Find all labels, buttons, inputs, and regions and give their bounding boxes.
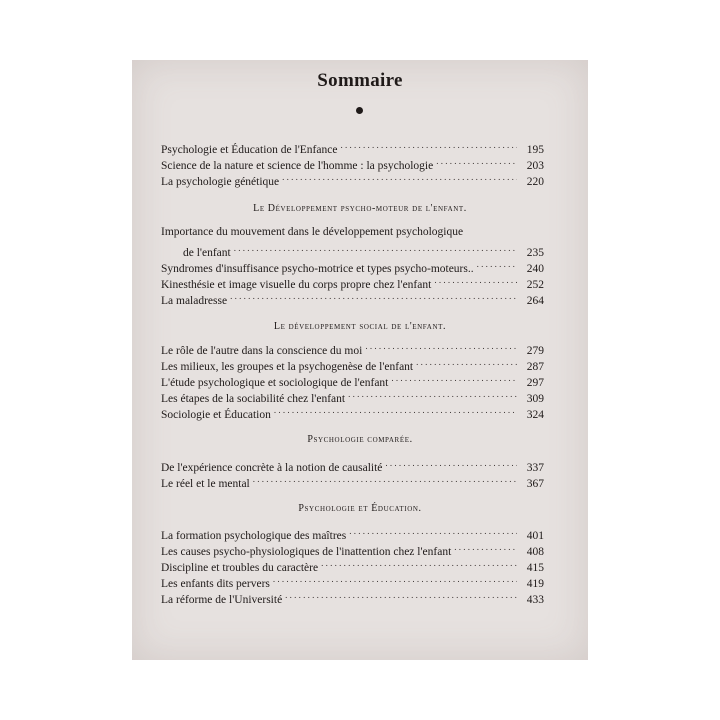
section-heading: Le développement social de l'enfant. (273, 321, 447, 332)
toc-entry-page: 324 (526, 409, 544, 421)
toc-entry-page: 337 (526, 462, 544, 474)
toc-entry-page: 415 (526, 562, 544, 574)
toc-entry-page: 408 (526, 546, 544, 558)
toc-entry-page: 287 (526, 361, 544, 373)
toc-entry-page: 264 (526, 295, 544, 307)
dot-leader (477, 256, 517, 272)
dot-leader (434, 272, 517, 288)
toc-entry-label: Les milieux, les groupes et la psychogenèse de l'enfant (161, 361, 414, 373)
section-entries (161, 338, 544, 421)
section-heading: Le Développement psycho-moteur de l'enfant. (253, 203, 467, 214)
toc-entry-label: La maladresse (161, 295, 228, 307)
toc-entry-page: 203 (526, 160, 544, 172)
document-page (132, 60, 588, 660)
toc-entry-label: L'étude psychologique et sociologique de l'enfant (161, 377, 389, 389)
dot-leader (365, 338, 517, 354)
toc-entry-page: 419 (526, 578, 544, 590)
dot-leader (285, 587, 517, 603)
dot-leader (321, 555, 517, 571)
toc-entry-label: Le rôle de l'autre dans la conscience du moi (161, 345, 363, 357)
toc-entry-label: La réforme de l'Université (161, 594, 283, 606)
dot-leader (436, 153, 517, 169)
toc-entry-label: Syndromes d'insuffisance psycho-motrice et types psycho-moteurs.. (161, 263, 474, 275)
section-entries (161, 224, 544, 307)
toc-entry-label: Kinesthésie et image visuelle du corps propre chez l'enfant (161, 279, 432, 291)
toc-entry-label: Importance du mouvement dans le développement psychologique (161, 226, 464, 238)
dot-leader (230, 288, 517, 304)
toc-entry[interactable] (161, 523, 544, 542)
toc-entry[interactable] (161, 137, 544, 156)
toc-entry-label: Les enfants dits pervers (161, 578, 270, 590)
dot-leader (234, 240, 517, 256)
dot-leader (349, 523, 517, 539)
toc-entry-label: Les causes psycho-physiologiques de l'inattention chez l'enfant (161, 546, 452, 558)
section-entries (161, 523, 544, 606)
toc-entry-label: Psychologie et Éducation de l'Enfance (161, 144, 338, 156)
toc-entry-label: Science de la nature et science de l'homme : la psychologie (161, 160, 434, 172)
toc-entry-page: 297 (526, 377, 544, 389)
toc-entry-page: 240 (526, 263, 544, 275)
dot-leader (253, 471, 517, 487)
toc-entry-page: 195 (526, 144, 544, 156)
dot-leader (416, 354, 517, 370)
toc-entry-label: Discipline et troubles du caractère (161, 562, 319, 574)
toc-entry[interactable] (161, 455, 544, 474)
toc-entry[interactable] (161, 224, 544, 259)
section-heading: Psychologie et Éducation. (298, 503, 422, 514)
bullet-ornament (356, 107, 363, 114)
dot-leader (454, 539, 517, 555)
section-entries (161, 455, 544, 490)
toc-entry-label: De l'expérience concrète à la notion de causalité (161, 462, 383, 474)
toc-entry-page: 252 (526, 279, 544, 291)
dot-leader (391, 370, 517, 386)
dot-leader (340, 137, 517, 153)
section-heading: Psychologie comparée. (307, 434, 413, 445)
toc-entry-page: 367 (526, 478, 544, 490)
dot-leader (385, 455, 517, 471)
toc-entry-label: Les étapes de la sociabilité chez l'enfant (161, 393, 346, 405)
toc-entry-page: 309 (526, 393, 544, 405)
toc-entry-label: Sociologie et Éducation (161, 409, 271, 421)
toc-entry-page: 401 (526, 530, 544, 542)
dot-leader (348, 386, 517, 402)
dot-leader (273, 571, 517, 587)
intro-entries (161, 137, 544, 188)
dot-leader (274, 402, 517, 418)
toc-entry-label: Le réel et le mental (161, 478, 250, 490)
toc-entry-page: 220 (526, 176, 544, 188)
toc-entry-label: La formation psychologique des maîtres (161, 530, 347, 542)
dot-leader (282, 169, 517, 185)
toc-entry-label: La psychologie génétique (161, 176, 280, 188)
toc-entry-page: 433 (526, 594, 544, 606)
toc-entry-page: 279 (526, 345, 544, 357)
toc-entry[interactable] (161, 338, 544, 357)
toc-entry-page: 235 (526, 247, 544, 259)
page-title: Sommaire (317, 70, 403, 91)
toc-entry-label-continued: de l'enfant (183, 247, 231, 259)
